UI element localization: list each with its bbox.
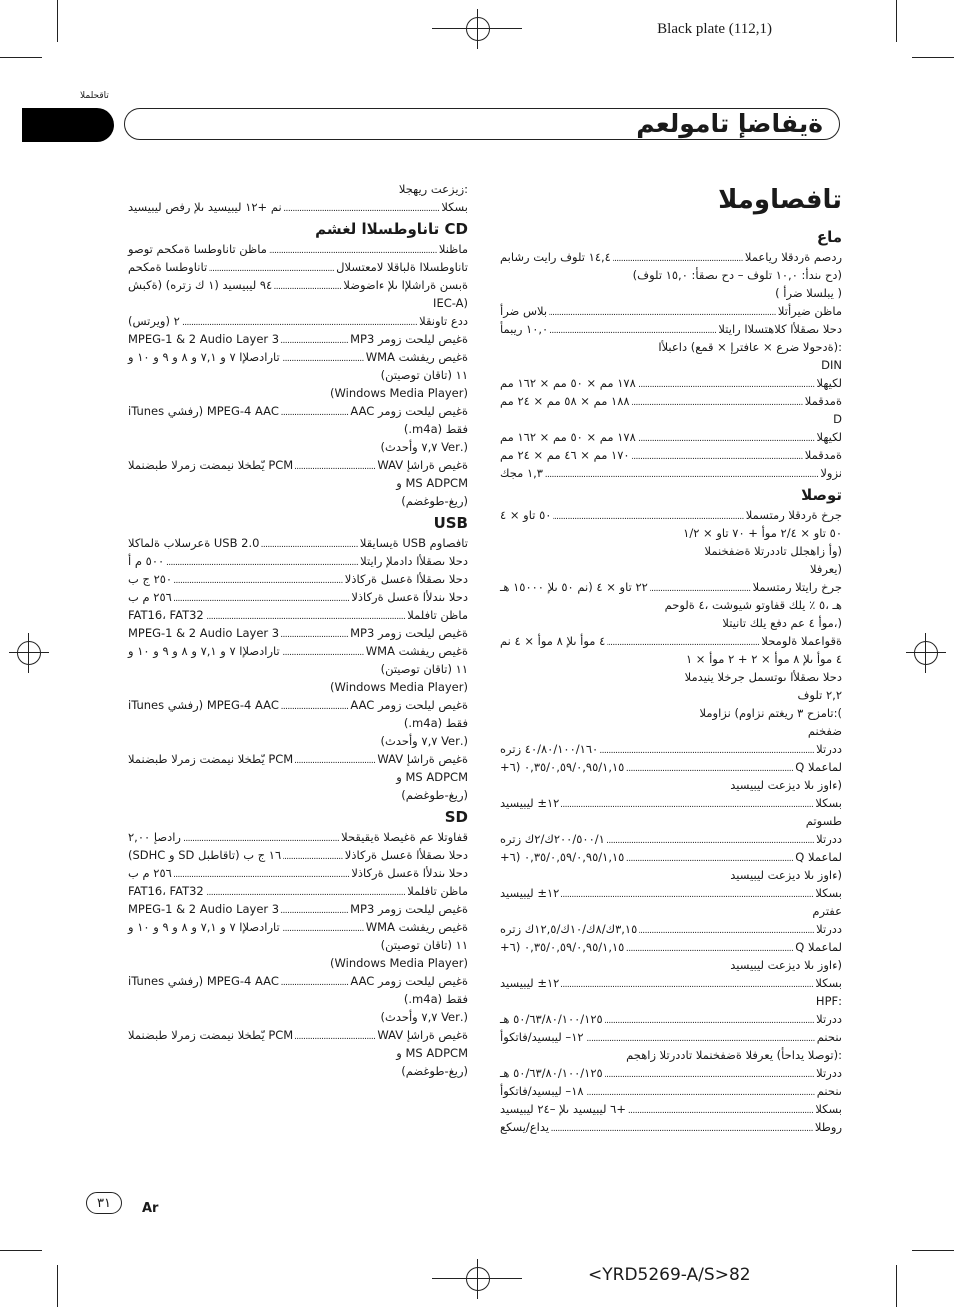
spec-row [128, 1026, 468, 1044]
spec-label: لماعملا Q [795, 850, 842, 864]
title-bar [124, 108, 840, 140]
spec-label: لكيهلا [816, 376, 842, 390]
spec-value: ماظن تاناوطسا ةمكحم توصو [128, 242, 267, 256]
spec-row [500, 1010, 842, 1028]
dot-leader [605, 1012, 814, 1030]
crop-mark [0, 57, 42, 58]
spec-text: ٤ موأ ىلإ ٨ موأ × ٢ + ٢ موأ × ١ [685, 652, 842, 666]
spec-label: لماعملا Q [795, 940, 842, 954]
spec-value: ٢٠٠/٥٠٠/١ك/٢ك زتره [500, 832, 605, 846]
crop-mark [57, 0, 58, 42]
spec-row [128, 330, 468, 348]
spec-value: نم +١٢ ليبيسيد ىلإ رفص ليبيسيد [128, 200, 282, 214]
spec-text: دحلا ىصقلأا ىوتسمل جرخلا ينيدملا [684, 670, 842, 684]
dot-leader [281, 404, 349, 422]
spec-value: ٣,١٥ك/٨ك/١٠ك/١٢,٥ك زتره [500, 922, 638, 936]
spec-row [500, 1100, 842, 1118]
spec-label: ماظن تافلملا [407, 608, 468, 622]
spec-value: رادصإ ٢,٠٠ [128, 830, 181, 844]
spec-label: دحلا ىصقلأا دادملإ رايتلا [360, 554, 468, 568]
spec-row [500, 920, 842, 938]
spec-value: ٢ (ويرتس) [128, 314, 180, 328]
spec-row [128, 846, 468, 864]
dot-leader [545, 466, 818, 484]
spec-value: ١٨– ليبسيد/فاتكوأ [500, 1084, 584, 1098]
spec-text: :(ةدحولا ضرع × عافترإ × قمع) داعبلأا [658, 340, 842, 354]
spec-text: D [833, 412, 842, 426]
spec-value: FAT16، FAT32 [128, 608, 204, 622]
spec-value: ١٢± ليبيسيد [500, 886, 560, 900]
dot-leader [281, 698, 349, 716]
dot-leader [281, 902, 348, 920]
registration-mark-icon [466, 1267, 490, 1291]
spec-value: ٢٥٠ ج ب [128, 572, 173, 586]
spec-text: (Windows Media Player) [330, 680, 468, 694]
spec-label: تاناوطسلاا ةلباقلا لامعتسلال [336, 260, 468, 274]
spec-label: دحلا ىصقلأا ةعسل ةركاذلا [344, 572, 468, 586]
spec-text: (Windows Media Player) [330, 386, 468, 400]
spec-text: (،موأ ٤ عم دفع يلك تانيتلا [722, 616, 842, 630]
dot-leader [295, 1028, 375, 1046]
spec-row [500, 830, 842, 848]
spec-label: ددرتلا [816, 922, 842, 936]
dot-leader [281, 626, 348, 644]
spec-label: بسكلا [815, 976, 842, 990]
spec-row [128, 882, 468, 900]
spec-label: ةغيص ليلحت زومر MP3 [350, 902, 468, 916]
spec-row [128, 312, 468, 330]
spec-row [500, 1118, 842, 1136]
spec-row [500, 446, 842, 464]
spec-text: MS ADPCM و [396, 476, 468, 490]
crop-mark [912, 1250, 954, 1251]
spec-value: ٥٠/٦٣/٨٠/١٠٠/١٢٥ هـ [500, 1012, 603, 1026]
dot-leader [632, 448, 803, 466]
spec-value: ١٤,٤ تلوف رايت رشابم [500, 250, 611, 264]
spec-text: (ءاوز ىلا ديزعت ليبيسيد [730, 868, 842, 882]
spec-text: MS ADPCM و [396, 770, 468, 784]
spec-value: ١٢– ليبسيد/فاتكوأ [500, 1030, 584, 1044]
dot-leader [282, 350, 364, 368]
right-column [500, 180, 842, 1136]
spec-text: (Windows Media Player) [330, 956, 468, 970]
spec-row [500, 578, 842, 596]
spec-label: دحلا ىندلأا ةعسل ةركاذلا [351, 866, 468, 880]
spec-label: ددرتلا [816, 742, 842, 756]
spec-value: ٥٠/٦٣/٨٠/١٠٠/١٢٥ هـ [500, 1066, 603, 1080]
spec-label: ىنحنم [816, 1030, 842, 1044]
spec-label: ةغيص ةراشإ WAV [377, 458, 468, 472]
spec-value: ٢٢ تاو × ٤ (نم ٥٠ ىلإ ١٥٠٠٠ هـ [500, 580, 648, 594]
spec-row [128, 624, 468, 642]
dot-leader [638, 376, 815, 394]
dot-leader [607, 832, 814, 850]
page-title: ةيفاضإ تامولعم [636, 109, 823, 138]
spec-row [128, 606, 468, 624]
spec-text: فقط (m4a.) [403, 716, 468, 730]
spec-text: عفترم [812, 904, 842, 918]
spec-value: ٠,٣٥/٠,٥٩/٠,٩٥/١,١٥ (٦+ [500, 760, 625, 774]
dot-leader [281, 332, 348, 350]
spec-label: ةمدقملا [804, 394, 842, 408]
spec-label: قفاوتلا عم ةغيصلا ةيقيقحلا [341, 830, 468, 844]
crop-mark [896, 1265, 897, 1307]
spec-label: ةمدقملا [804, 448, 842, 462]
spec-value: ١٦ ج ب (تاقاطبل SD و SDHC) [128, 848, 282, 862]
dot-leader [561, 976, 813, 994]
spec-label: دحلا ىندلأا ةعسل ةركاذلا [351, 590, 468, 604]
spec-text: هـ ،٥ ٪ يلك قفاوتو شيوشت ،٤ ةلوحم [664, 598, 842, 612]
section-heading: ماع [816, 228, 842, 246]
spec-row [128, 348, 468, 366]
spec-text: (.Ver ٧,٧ وأحدث) [380, 1010, 468, 1024]
spec-text: (ريغ-طوغضم) [401, 788, 468, 802]
spec-value: ٠,٣٥/٠,٥٩/٠,٩٥/١,١٥ (٦+ [500, 940, 625, 954]
dot-leader [628, 1102, 813, 1120]
spec-label: بسكلا [815, 1102, 842, 1116]
spec-label: ماظنلا [438, 242, 468, 256]
spec-text: (وأ زاهجلل تاددرتلا ةضفخنملا [704, 544, 842, 558]
spec-label: ةغيص ريفشت WMA [365, 920, 468, 934]
spec-row [128, 828, 468, 846]
spec-text: (.Ver ٧,٧ وأحدث) [380, 440, 468, 454]
spec-row [128, 534, 468, 552]
spec-row [500, 374, 842, 392]
spec-text: (IEC-A [433, 296, 468, 310]
spec-row [128, 750, 468, 768]
spec-text: ( يبلسلا ضرأ ) [775, 286, 842, 300]
dot-leader [295, 458, 375, 476]
spec-text: :HPF [815, 994, 842, 1008]
spec-value: تارادصلإا ٧ و ٧,١ و ٨ و ٩ و ١٠ و [128, 350, 280, 364]
spec-label: تافصاوم USB ةيسايقلا [359, 536, 468, 550]
dot-leader [638, 430, 815, 448]
spec-text: ١١ (تاقان توصيتن) [380, 938, 468, 952]
dot-leader [600, 742, 814, 760]
plate-label: Black plate (112,1) [657, 21, 772, 37]
spec-label: ةغيص ليلحت زومر MP3 [350, 626, 468, 640]
spec-value: ١٠,٠ ريبمأ [500, 322, 549, 336]
dot-leader [282, 644, 364, 662]
spec-value: MPEG-1 & 2 Audio Layer 3 [128, 626, 280, 640]
spec-value: ٩٤ ليبيسيد (١ ك زتره) (ةكبش [128, 278, 273, 292]
spec-value: +٦ ليبيسيد ىلإ –٢٤ ليبيسيد [500, 1102, 626, 1116]
spec-row [128, 642, 468, 660]
dot-leader [632, 394, 803, 412]
dot-leader [605, 1066, 814, 1084]
spec-text: (ريغ-طوغضم) [401, 494, 468, 508]
spec-value: ١٧٨ مم × ٥٠ مم × ١٦٢ مم [500, 430, 636, 444]
spec-label: نزولا [820, 466, 842, 480]
spec-value: تاناوطسا ةمكحم [128, 260, 208, 274]
spec-row [500, 428, 842, 446]
spec-value: ٢٥٦ م ب [128, 590, 172, 604]
spec-row [500, 884, 842, 902]
dot-leader [639, 922, 814, 940]
dot-leader [261, 536, 357, 554]
spec-label: لماعملا Q [795, 760, 842, 774]
specs-heading: تافصاوملا [718, 185, 842, 215]
spec-text: MS ADPCM و [396, 1046, 468, 1060]
dot-leader [281, 974, 349, 992]
left-column [128, 180, 468, 1080]
spec-label: لكيهلا [816, 430, 842, 444]
dot-leader [274, 278, 341, 296]
spec-text: فقط (m4a.) [403, 422, 468, 436]
spec-text: ٢,٢ تلوف [797, 688, 842, 702]
spec-label: جرخ ةردقلا رمتسملا [745, 508, 842, 522]
dot-leader [561, 886, 813, 904]
spec-label: ةغيص ليلحت زومر MP3 [350, 332, 468, 346]
spec-row [500, 248, 842, 266]
spec-label: ةغيص ليلحت زومر AAC [350, 404, 468, 418]
spec-label: دحلا ىصقلأا كلاهتسلاا رايتلا [718, 322, 842, 336]
dot-leader [295, 752, 375, 770]
dot-leader [551, 1120, 813, 1138]
spec-value: MPEG-4 AAC (رفشي iTunes [128, 404, 279, 418]
spec-value: PCM يّطخلا نيمضت زمرلا طبضنملا [128, 458, 294, 472]
spec-value: ٥٠٠ م أ [128, 554, 165, 568]
spec-value: ١٢± ليبيسيد [500, 976, 560, 990]
registration-mark-icon [466, 17, 490, 41]
spec-value: MPEG-1 & 2 Audio Layer 3 [128, 902, 280, 916]
spec-value: تارادصلإا ٧ و ٧,١ و ٨ و ٩ و ١٠ و [128, 644, 280, 658]
spec-value: ١٧٨ مم × ٥٠ مم × ١٦٢ مم [500, 376, 636, 390]
dot-leader [174, 572, 343, 590]
spec-value: MPEG-4 AAC (رفشي iTunes [128, 974, 279, 988]
page-number: ٣١ [86, 1192, 122, 1214]
spec-row [128, 258, 468, 276]
spec-row [500, 506, 842, 524]
spec-text: (يعرفلا [810, 562, 842, 576]
spec-label: ددرتلا [816, 1012, 842, 1026]
spec-row [128, 240, 468, 258]
spec-text: فقط (m4a.) [403, 992, 468, 1006]
spec-row [500, 1064, 842, 1082]
spec-label: بسكلا [441, 200, 468, 214]
spec-text: (ءاوز ىلا ديزعت ليبيسيد [730, 778, 842, 792]
spec-row [128, 696, 468, 714]
spec-value: ١٢± ليبيسيد [500, 796, 560, 810]
spec-label: دحلا ىصقلأا ةعسل ةركاذلا [344, 848, 468, 862]
spec-row [128, 588, 468, 606]
spec-label: ماظن ضيرأتلا [777, 304, 842, 318]
spec-label: جرخ رايتلا رمتسملا [752, 580, 842, 594]
spec-row [500, 632, 842, 650]
spec-row [128, 456, 468, 474]
spec-row [500, 392, 842, 410]
spec-value: USB 2.0 ةعرسلاب ةلماكلا [128, 536, 260, 550]
spec-text: (ءاوز ىلا ديزعت ليبيسيد [730, 958, 842, 972]
spec-row [500, 938, 842, 956]
spec-value: ٤ موأ ىلإ ٨ موأ × ٤ نم [500, 634, 606, 648]
section-heading: توصلا [801, 486, 842, 504]
spec-label: ردصم ةردقلا رياعملا [744, 250, 842, 264]
spec-value: ١٨٨ مم × ٥٨ مم × ٢٤ مم [500, 394, 630, 408]
dot-leader [166, 554, 358, 572]
dot-leader [282, 920, 364, 938]
spec-value: PCM يّطخلا نيمضت زمرلا طبضنملا [128, 752, 294, 766]
spec-value: يداع/يسكع [500, 1120, 550, 1134]
crop-mark [896, 0, 897, 42]
spec-text: DIN [821, 358, 842, 372]
spec-row [500, 740, 842, 758]
spec-text: ):تامزح ٣ ريغتم نزاوم) نزاوملا [699, 706, 842, 720]
spec-label: ماظن تافلملا [407, 884, 468, 898]
crop-mark [0, 1250, 42, 1251]
spec-text: (ريغ-طوغضم) [401, 1064, 468, 1078]
spec-label: ةغيص ليلحت زومر AAC [350, 698, 468, 712]
spec-value: ١,٣ مجك [500, 466, 543, 480]
spec-value: ٢٥٦ م ب [128, 866, 172, 880]
spec-text: :(توصلا يداحأ) يعرفلا ةضفخنملا تاددرتلا زاهجم [626, 1048, 842, 1062]
spec-label: ةغيص ريفشت WMA [365, 644, 468, 658]
spec-text: ٥٠ تاو × ٢/٤ موأ + ٧٠ تاو × ١/٢ [683, 526, 842, 540]
section-heading: CD تاناوطسلاا لغشم [315, 220, 468, 238]
spec-row [500, 320, 842, 338]
spec-value: ٠,٣٥/٠,٥٩/٠,٩٥/١,١٥ (٦+ [500, 850, 625, 864]
spec-value: تارادصلإا ٧ و ٧,١ و ٨ و ٩ و ١٠ و [128, 920, 280, 934]
spec-row [128, 402, 468, 420]
dot-leader [561, 796, 813, 814]
spec-label: ددرتلا [816, 1066, 842, 1080]
spec-value: FAT16، FAT32 [128, 884, 204, 898]
spec-text: (.Ver ٧,٧ وأحدث) [380, 734, 468, 748]
spec-text: ١١ (تاقان توصيتن) [380, 662, 468, 676]
spec-text: ١١ (تاقان توصيتن) [380, 368, 468, 382]
spec-row [500, 848, 842, 866]
spec-text: طسوتم [805, 814, 842, 828]
spec-value: MPEG-1 & 2 Audio Layer 3 [128, 332, 280, 346]
spec-row [128, 198, 468, 216]
spec-text: (دح ىندأ: ١٠,٠ تلوف – دح ىصقأ: ١٥,٠ تلوف) [632, 268, 842, 282]
spec-value: ١٧٠ مم × ٤٦ مم × ٢٤ مم [500, 448, 630, 462]
registration-mark-icon [17, 641, 41, 665]
spec-label: بسكلا [815, 886, 842, 900]
spec-label: ةغيص ةراشإ WAV [377, 752, 468, 766]
model-code: <YRD5269-A/S>82 [588, 1265, 751, 1285]
spec-label: ةغيص ةراشإ WAV [377, 1028, 468, 1042]
spec-row [500, 464, 842, 482]
spec-label: ددرتلا [816, 832, 842, 846]
spec-value: MPEG-4 AAC (رفشي iTunes [128, 698, 279, 712]
section-heading: SD [444, 808, 468, 826]
spec-label: ةغيص ريفشت WMA [365, 350, 468, 364]
spec-label: ددع تاونقلا [419, 314, 468, 328]
spec-row [500, 794, 842, 812]
spec-value: بلاس ضرأ [500, 304, 548, 318]
spec-row [128, 570, 468, 588]
spec-row [500, 1028, 842, 1046]
spec-row [128, 276, 468, 294]
spec-row [128, 918, 468, 936]
dot-leader [283, 848, 343, 866]
spec-row [128, 864, 468, 882]
registration-mark-icon [914, 641, 938, 665]
spec-row [500, 1082, 842, 1100]
spec-row [500, 302, 842, 320]
spec-value: ٥٠ تاو × ٤ [500, 508, 552, 522]
spec-row [500, 758, 842, 776]
spec-row [128, 972, 468, 990]
crop-mark [57, 1265, 58, 1307]
spec-label: ةبسن ةراشلإا ىلإ ءاضوضلا [343, 278, 468, 292]
spec-row [500, 974, 842, 992]
spec-label: ةقواعملا ةلومحلا [761, 634, 842, 648]
spec-value: ٤٠/٨٠/١٠٠/١٦٠ زتره [500, 742, 599, 756]
section-tab [22, 108, 114, 142]
spec-row [128, 900, 468, 918]
spec-label: ةغيص ليلحت زومر AAC [350, 974, 468, 988]
spec-label: روطلا [814, 1120, 842, 1134]
spec-text: ضفخنم [807, 724, 842, 738]
spec-row [128, 552, 468, 570]
section-heading: USB [433, 514, 468, 532]
section-label: تاقحلملا [80, 91, 109, 101]
language-label: Ar [142, 1201, 159, 1216]
spec-text: :زيزعت ريهجلا [398, 182, 468, 196]
crop-mark [912, 57, 954, 58]
spec-value: PCM يّطخلا نيمضت زمرلا طبضنملا [128, 1028, 294, 1042]
spec-label: ىنحنم [816, 1084, 842, 1098]
spec-label: بسكلا [815, 796, 842, 810]
